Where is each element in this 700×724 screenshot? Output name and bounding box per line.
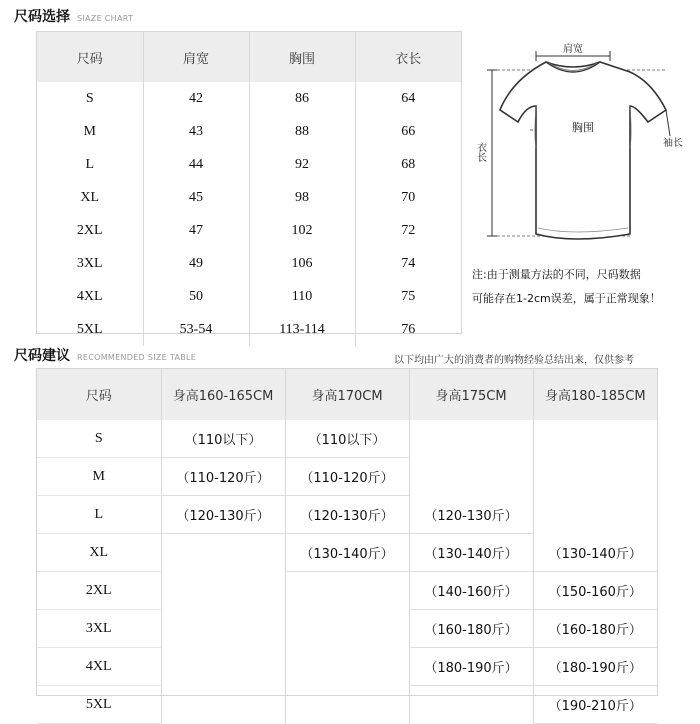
table-cell — [161, 648, 285, 686]
table-cell — [409, 458, 533, 496]
table-cell: （130-140斤） — [533, 534, 657, 572]
column-header: 胸围 — [249, 32, 355, 82]
measurement-note-line2: 可能存在1-2cm误差，属于正常现象！ — [472, 292, 661, 305]
table-cell: 42 — [143, 82, 249, 115]
table-cell: 74 — [355, 247, 461, 280]
table-row — [37, 686, 657, 724]
table-cell: 68 — [355, 148, 461, 181]
table-row — [37, 610, 657, 648]
recommend-subtitle: RECOMMENDED SIZE TABLE — [77, 353, 197, 362]
table-cell: （130-140斤） — [285, 534, 409, 572]
column-header: 身高175CM — [409, 369, 533, 420]
table-cell: 47 — [143, 214, 249, 247]
table-row — [37, 420, 657, 458]
table-cell: 66 — [355, 115, 461, 148]
table-cell — [161, 610, 285, 648]
recommend-header — [14, 345, 196, 365]
size-chart-table — [36, 31, 462, 337]
table-row — [37, 247, 461, 280]
table-cell: （120-130斤） — [409, 496, 533, 534]
column-header: 身高170CM — [285, 369, 409, 420]
table-cell: （130-140斤） — [409, 534, 533, 572]
table-cell: 5XL — [37, 686, 161, 724]
table-cell: （160-180斤） — [409, 610, 533, 648]
table-cell: （120-130斤） — [285, 496, 409, 534]
table-row — [37, 648, 657, 686]
table-cell: （150-160斤） — [533, 572, 657, 610]
table-cell: 70 — [355, 181, 461, 214]
recommend-note: 以下均由广大的消费者的购物经验总结出来，仅供参考 — [394, 355, 634, 366]
table-cell: 98 — [249, 181, 355, 214]
table-cell: （110-120斤） — [285, 458, 409, 496]
table-cell: 86 — [249, 82, 355, 115]
table-cell: 50 — [143, 280, 249, 313]
table-cell: 3XL — [76, 255, 103, 271]
table-cell: 92 — [249, 148, 355, 181]
shoulder-width-label: 肩宽 — [563, 44, 583, 55]
table-cell — [285, 572, 409, 610]
recommend-body — [37, 420, 657, 724]
tshirt-outline — [500, 62, 666, 239]
table-cell: 49 — [143, 247, 249, 280]
recommend-grid — [37, 369, 657, 724]
table-cell: （110以下） — [161, 420, 285, 458]
table-cell: 110 — [249, 280, 355, 313]
recommend-table — [36, 368, 658, 714]
table-cell: 2XL — [76, 222, 103, 238]
table-cell: 3XL — [37, 610, 161, 648]
table-row — [37, 534, 657, 572]
column-header: 身高160-165CM — [161, 369, 285, 420]
table-cell: 44 — [143, 148, 249, 181]
table-cell: （180-190斤） — [533, 648, 657, 686]
table-row — [37, 313, 461, 346]
measurement-note-line1: 注:由于测量方法的不同，尺码数据 — [472, 268, 641, 281]
table-cell — [533, 458, 657, 496]
table-row — [37, 214, 461, 247]
table-row — [37, 572, 657, 610]
chest-label: 胸围 — [572, 121, 594, 134]
table-cell — [285, 686, 409, 724]
tshirt-measurement-diagram — [470, 38, 695, 258]
table-cell: S — [37, 420, 161, 458]
table-cell: 64 — [355, 82, 461, 115]
sleeve-length-label: 袖长 — [663, 138, 683, 149]
table-cell: 53-54 — [143, 313, 249, 346]
table-cell: 76 — [355, 313, 461, 346]
table-cell — [161, 686, 285, 724]
table-cell: 113-114 — [249, 313, 355, 346]
table-cell: （190-210斤） — [533, 686, 657, 724]
table-cell: 4XL — [76, 288, 103, 304]
table-cell — [533, 496, 657, 534]
table-cell: 88 — [249, 115, 355, 148]
column-header: 身高180-185CM — [533, 369, 657, 420]
table-row — [37, 496, 657, 534]
table-row — [37, 181, 461, 214]
size-chart-title: 尺码选择 — [14, 9, 70, 25]
table-cell: S — [85, 90, 94, 106]
column-header: 尺码 — [37, 32, 143, 82]
table-cell: （180-190斤） — [409, 648, 533, 686]
table-cell: 43 — [143, 115, 249, 148]
size-chart-grid — [37, 32, 461, 346]
table-cell: 4XL — [37, 648, 161, 686]
column-header: 尺码 — [37, 369, 161, 420]
table-cell: （160-180斤） — [533, 610, 657, 648]
column-header: 肩宽 — [143, 32, 249, 82]
column-header: 衣长 — [355, 32, 461, 82]
table-cell — [409, 420, 533, 458]
table-row — [37, 115, 461, 148]
table-header-row — [37, 32, 461, 82]
table-cell: （140-160斤） — [409, 572, 533, 610]
table-cell: 5XL — [76, 321, 103, 337]
table-row — [37, 148, 461, 181]
table-cell: （120-130斤） — [161, 496, 285, 534]
table-cell: 102 — [249, 214, 355, 247]
table-cell: XL — [37, 534, 161, 572]
table-cell: 106 — [249, 247, 355, 280]
table-cell: 72 — [355, 214, 461, 247]
table-cell — [161, 534, 285, 572]
size-chart-subtitle: SIAZE CHART — [77, 14, 134, 23]
table-cell — [161, 572, 285, 610]
table-cell: （110以下） — [285, 420, 409, 458]
table-cell — [533, 420, 657, 458]
table-cell — [409, 686, 533, 724]
table-cell: M — [37, 458, 161, 496]
table-cell: （110-120斤） — [161, 458, 285, 496]
table-cell: L — [37, 496, 161, 534]
recommend-title: 尺码建议 — [14, 348, 70, 364]
table-cell: 2XL — [37, 572, 161, 610]
table-row — [37, 280, 461, 313]
table-header-row — [37, 369, 657, 420]
size-chart-header — [14, 6, 133, 26]
length-label: 衣长 — [474, 142, 486, 162]
table-cell: 45 — [143, 181, 249, 214]
table-cell: 75 — [355, 280, 461, 313]
table-cell: L — [85, 156, 95, 172]
sleeve-length-line — [666, 110, 670, 136]
table-cell: XL — [80, 189, 100, 205]
table-row — [37, 458, 657, 496]
table-cell — [285, 648, 409, 686]
table-cell: M — [83, 123, 96, 139]
table-cell — [285, 610, 409, 648]
table-row — [37, 82, 461, 115]
